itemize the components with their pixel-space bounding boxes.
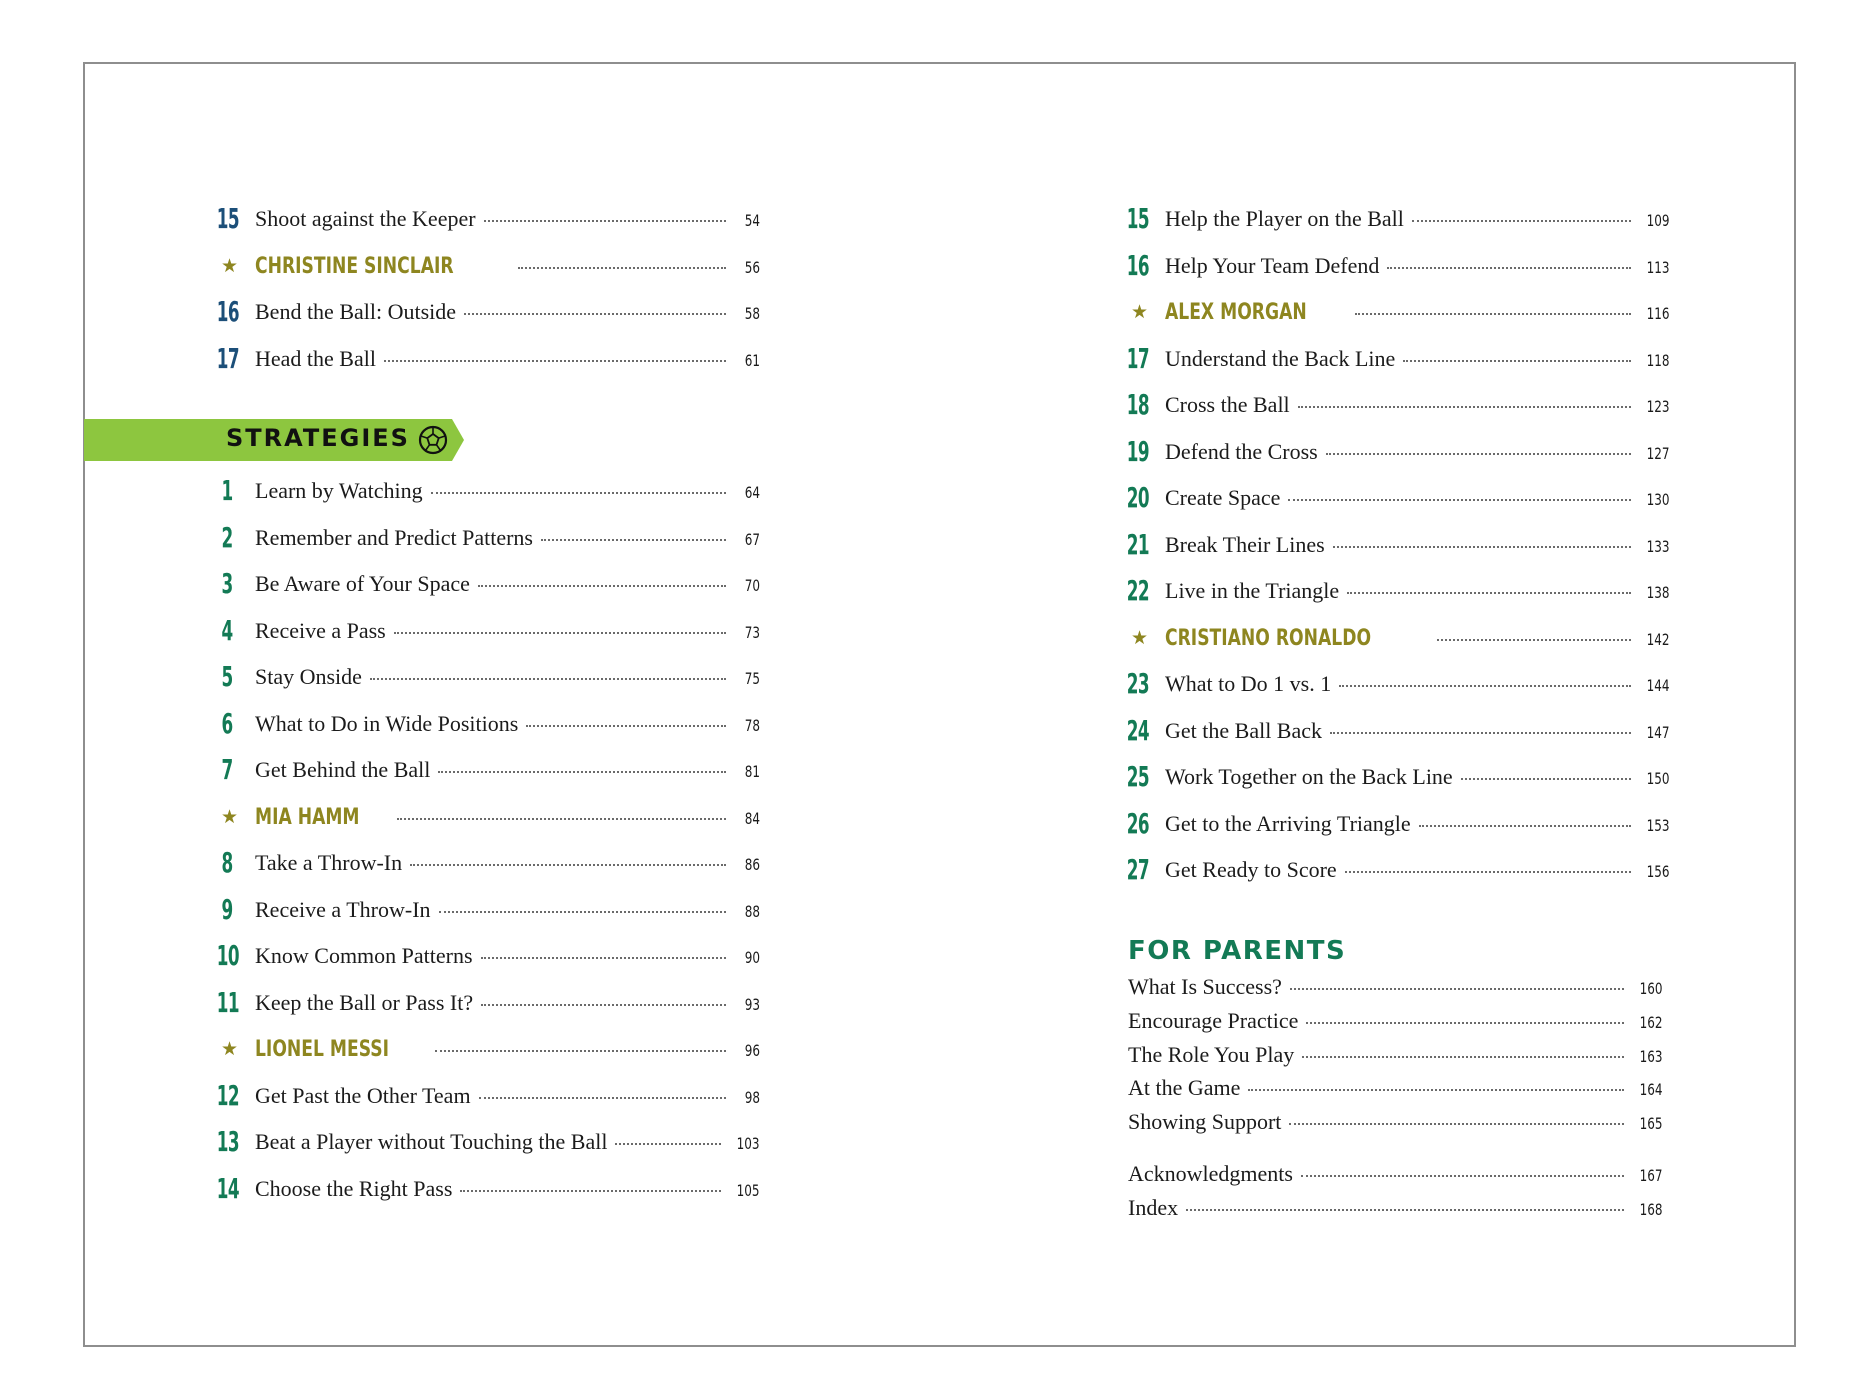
page-number: 109 [1647, 211, 1670, 231]
page-number: 58 [744, 304, 760, 324]
chapter-number: 24 [1126, 713, 1149, 747]
toc-right-chapters [1120, 196, 1670, 894]
toc-entry [210, 336, 760, 383]
chapter-number: 1 [221, 474, 233, 508]
chapter-number: 6 [221, 706, 233, 740]
toc-entry [1120, 661, 1670, 708]
entry-line [1165, 206, 1670, 232]
chapter-number: 22 [1126, 574, 1149, 608]
page-number: 116 [1647, 304, 1670, 324]
chapter-number: 13 [216, 1125, 239, 1159]
dot-leader [1289, 1123, 1624, 1125]
entry-line [1165, 392, 1670, 418]
chapter-title: Create Space [1165, 485, 1281, 511]
chapter-number: 12 [216, 1078, 239, 1112]
chapter-number: 27 [1126, 853, 1149, 887]
toc-entry [1128, 1042, 1663, 1076]
dot-leader [518, 267, 726, 269]
chapter-title: Bend the Ball: Outside [255, 299, 457, 325]
dot-leader [1355, 313, 1632, 315]
player-name-wrap [1165, 299, 1347, 325]
player-name-wrap [1165, 625, 1429, 651]
entry-line [1165, 811, 1670, 837]
page-number: 144 [1647, 676, 1670, 696]
page-number: 163 [1640, 1046, 1663, 1066]
page-number: 67 [744, 529, 760, 549]
chapter-title: Get Behind the Ball [255, 757, 431, 783]
entry-line [255, 943, 760, 969]
chapter-number: 25 [1126, 760, 1149, 794]
dot-leader [1326, 453, 1632, 455]
chapter-title: Live in the Triangle [1165, 578, 1340, 604]
entry-line [255, 571, 760, 597]
chapter-number: 4 [221, 613, 233, 647]
chapter-number: 23 [1126, 667, 1149, 701]
dot-leader [1333, 546, 1632, 548]
entry-line [1165, 485, 1670, 511]
section-title: STRATEGIES [226, 424, 410, 452]
chapter-title: Help Your Team Defend [1165, 252, 1380, 278]
page-number: 162 [1640, 1012, 1663, 1032]
entry-line [255, 1036, 760, 1062]
toc-entry [210, 887, 760, 934]
toc-entry-player [1120, 615, 1670, 662]
player-name-wrap [255, 804, 389, 830]
toc-entry-player [210, 1026, 760, 1073]
toc-left-strategies [210, 468, 760, 1212]
dot-leader [1186, 1209, 1624, 1211]
chapter-title: Receive a Pass [255, 617, 386, 643]
toc-entry [1120, 568, 1670, 615]
toc-entry [1128, 1075, 1663, 1109]
page-number: 168 [1640, 1199, 1663, 1219]
entry-line [255, 346, 760, 372]
toc-entry [210, 515, 760, 562]
toc-left-top [210, 196, 760, 382]
dot-leader [384, 360, 726, 362]
entry-line [1165, 532, 1670, 558]
chapter-title: Shoot against the Keeper [255, 206, 476, 232]
entry-title: Acknowledgments [1128, 1161, 1293, 1186]
toc-entry [1128, 1161, 1663, 1195]
dot-leader [439, 911, 726, 913]
player-name: MIA HAMM [255, 804, 360, 830]
dot-leader [1403, 360, 1631, 362]
entry-line [1165, 857, 1670, 883]
page-number: 103 [737, 1134, 760, 1154]
star-icon: ★ [221, 1038, 239, 1061]
toc-entry [1120, 243, 1670, 290]
page-number: 167 [1640, 1166, 1663, 1185]
toc-entry [210, 933, 760, 980]
chapter-title: What to Do in Wide Positions [255, 710, 519, 736]
page-number: 105 [737, 1180, 760, 1200]
dot-leader [1248, 1089, 1624, 1091]
toc-entry [1120, 429, 1670, 476]
chapter-title: Get Past the Other Team [255, 1082, 471, 1108]
toc-entry-player [210, 794, 760, 841]
page-number: 153 [1647, 815, 1670, 835]
toc-entry [1120, 754, 1670, 801]
page-number: 160 [1640, 979, 1663, 998]
chapter-number: 8 [221, 846, 233, 880]
chapter-title: Cross the Ball [1165, 392, 1290, 418]
dot-leader [481, 1004, 726, 1006]
entry-line [255, 206, 760, 232]
chapter-title: Get Ready to Score [1165, 857, 1337, 883]
dot-leader [394, 632, 726, 634]
chapter-number: 18 [1126, 388, 1149, 422]
entry-line [1165, 253, 1670, 279]
entry-line [1165, 764, 1670, 790]
toc-back-matter [1128, 1161, 1663, 1229]
chapter-number: 9 [221, 892, 233, 926]
toc-entry [1120, 196, 1670, 243]
toc-entry [1128, 1195, 1663, 1229]
page-number: 75 [744, 669, 760, 689]
page-number: 118 [1647, 350, 1670, 370]
entry-line [1165, 718, 1670, 744]
toc-entry [1120, 708, 1670, 755]
dot-leader [481, 957, 726, 959]
toc-entry [210, 701, 760, 748]
chapter-title: Choose the Right Pass [255, 1175, 453, 1201]
entry-line [255, 253, 760, 279]
toc-entry [210, 654, 760, 701]
entry-title: The Role You Play [1128, 1041, 1295, 1067]
page-number: 150 [1647, 769, 1670, 789]
dot-leader [479, 1097, 726, 1099]
page-number: 70 [744, 576, 760, 596]
page-number: 164 [1640, 1080, 1663, 1100]
page-number: 54 [744, 211, 760, 231]
chapter-title: Defend the Cross [1165, 438, 1318, 464]
player-name-wrap [255, 1036, 427, 1062]
dot-leader [410, 864, 726, 866]
page-number: 165 [1640, 1114, 1663, 1134]
toc-entry [1120, 475, 1670, 522]
toc-entry [1120, 847, 1670, 894]
chapter-title: Be Aware of Your Space [255, 571, 470, 597]
player-name: CHRISTINE SINCLAIR [255, 253, 454, 279]
chapter-title: Take a Throw-In [255, 850, 403, 876]
page-number: 56 [744, 257, 760, 277]
dot-leader [1306, 1022, 1624, 1024]
entry-line [255, 525, 760, 551]
chapter-title: Get to the Arriving Triangle [1165, 810, 1411, 836]
entry-line [1165, 299, 1670, 325]
toc-entry-player [1120, 289, 1670, 336]
entry-line [255, 299, 760, 325]
chapter-title: Stay Onside [255, 664, 362, 690]
dot-leader [615, 1143, 721, 1145]
dot-leader [1301, 1175, 1624, 1177]
page-number: 142 [1647, 629, 1670, 649]
toc-entry [210, 608, 760, 655]
chapter-title: Help the Player on the Ball [1165, 206, 1404, 232]
entry-line [1165, 625, 1670, 651]
toc-entry [1128, 1008, 1663, 1042]
chapter-number: 2 [221, 520, 233, 554]
chapter-number: 10 [216, 939, 239, 973]
chapter-title: Break Their Lines [1165, 531, 1325, 557]
toc-entry [210, 1073, 760, 1120]
soccer-ball-icon [418, 425, 448, 455]
entry-line [255, 1083, 760, 1109]
page-number: 88 [744, 901, 760, 921]
chapter-number: 3 [221, 567, 233, 601]
dot-leader [1345, 871, 1632, 873]
star-icon: ★ [221, 805, 239, 828]
toc-entry [210, 1166, 760, 1213]
entry-title: Index [1128, 1194, 1179, 1220]
dot-leader [1387, 267, 1631, 269]
page-number: 113 [1647, 257, 1670, 277]
chapter-number: 17 [216, 341, 239, 375]
entry-line [255, 757, 760, 783]
entry-title: Encourage Practice [1128, 1007, 1299, 1033]
entry-line [255, 711, 760, 737]
player-name: LIONEL MESSI [255, 1037, 390, 1063]
dot-leader [1461, 778, 1632, 780]
page-number: 130 [1647, 490, 1670, 510]
chapter-title: Understand the Back Line [1165, 345, 1396, 371]
player-name: ALEX MORGAN [1165, 300, 1307, 326]
dot-leader [1290, 988, 1625, 990]
page-number: 147 [1647, 722, 1670, 742]
chapter-title: What to Do 1 vs. 1 [1165, 671, 1332, 697]
dot-leader [431, 492, 726, 494]
chapter-title: Learn by Watching [255, 478, 423, 504]
chapter-number: 15 [216, 202, 239, 236]
dot-leader [541, 539, 726, 541]
chapter-title: Remember and Predict Patterns [255, 524, 533, 550]
section-banner-strategies [84, 419, 464, 461]
page-number: 138 [1647, 583, 1670, 603]
star-icon: ★ [1131, 626, 1149, 649]
page-number: 98 [744, 1087, 760, 1107]
toc-entry [210, 840, 760, 887]
chapter-title: Keep the Ball or Pass It? [255, 989, 474, 1015]
entry-line [1165, 346, 1670, 372]
entry-line [255, 1176, 760, 1202]
entry-line [255, 897, 760, 923]
dot-leader [1412, 220, 1632, 222]
entry-title: Showing Support [1128, 1109, 1282, 1135]
dot-leader [397, 818, 726, 820]
toc-entry [1120, 336, 1670, 383]
chapter-number: 7 [221, 753, 233, 787]
toc-entry [210, 468, 760, 515]
player-name: CRISTIANO RONALDO [1165, 625, 1372, 651]
toc-entry-player [210, 243, 760, 290]
toc-entry [210, 289, 760, 336]
toc-entry [210, 196, 760, 243]
page-number: 81 [744, 762, 760, 782]
chapter-title: Beat a Player without Touching the Ball [255, 1129, 608, 1155]
page-number: 78 [744, 715, 760, 735]
chapter-title: Get the Ball Back [1165, 717, 1323, 743]
toc-entry [1120, 522, 1670, 569]
entry-line [1165, 578, 1670, 604]
entry-line [255, 1129, 760, 1155]
toc-entry [210, 747, 760, 794]
chapter-number: 11 [216, 985, 239, 1019]
entry-line [255, 850, 760, 876]
chapter-title: Know Common Patterns [255, 943, 473, 969]
page-number: 123 [1647, 397, 1670, 417]
section-title-parents: FOR PARENTS [1128, 936, 1347, 966]
page-number: 73 [744, 622, 760, 642]
toc-entry [1128, 1109, 1663, 1143]
dot-leader [460, 1190, 721, 1192]
chapter-number: 26 [1126, 806, 1149, 840]
toc-entry [1128, 974, 1663, 1008]
star-icon: ★ [1131, 301, 1149, 324]
toc-entry [210, 1119, 760, 1166]
entry-line [1165, 439, 1670, 465]
entry-title: What Is Success? [1128, 974, 1282, 999]
dot-leader [1302, 1056, 1624, 1058]
dot-leader [370, 678, 726, 680]
chapter-number: 16 [216, 295, 239, 329]
toc-entry [1120, 801, 1670, 848]
chapter-number: 15 [1126, 202, 1149, 236]
toc-entry [210, 561, 760, 608]
page-number: 61 [744, 350, 760, 370]
entry-line [255, 664, 760, 690]
chapter-number: 19 [1126, 434, 1149, 468]
star-icon: ★ [221, 254, 239, 277]
chapter-number: 21 [1126, 527, 1149, 561]
chapter-number: 5 [221, 660, 233, 694]
dot-leader [464, 313, 726, 315]
page-number: 64 [744, 483, 760, 503]
chapter-number: 17 [1126, 341, 1149, 375]
dot-leader [435, 1050, 726, 1052]
dot-leader [478, 585, 726, 587]
entry-line [255, 478, 760, 504]
dot-leader [1419, 825, 1632, 827]
page-number: 93 [744, 994, 760, 1014]
chapter-title: Head the Ball [255, 345, 376, 371]
page-number: 127 [1647, 443, 1670, 463]
dot-leader [484, 220, 726, 222]
entry-line [255, 618, 760, 644]
chapter-title: Receive a Throw-In [255, 896, 431, 922]
player-name-wrap [255, 253, 510, 279]
dot-leader [526, 725, 726, 727]
toc-entry [210, 980, 760, 1027]
chapter-title: Work Together on the Back Line [1165, 764, 1453, 790]
dot-leader [1437, 639, 1631, 641]
entry-line [255, 990, 760, 1016]
chapter-number: 16 [1126, 248, 1149, 282]
entry-line [1165, 671, 1670, 697]
entry-title: At the Game [1128, 1075, 1241, 1101]
page-number: 96 [744, 1041, 760, 1061]
dot-leader [438, 771, 726, 773]
page-number: 156 [1647, 862, 1670, 882]
page-number: 86 [744, 855, 760, 875]
chapter-number: 20 [1126, 481, 1149, 515]
entry-line [255, 804, 760, 830]
dot-leader [1339, 685, 1631, 687]
page-number: 90 [744, 948, 760, 968]
dot-leader [1298, 406, 1632, 408]
dot-leader [1288, 499, 1631, 501]
toc-parents-list [1128, 974, 1663, 1143]
chapter-number: 14 [216, 1171, 239, 1205]
page-number: 84 [744, 808, 760, 828]
page-number: 133 [1647, 536, 1670, 556]
toc-entry [1120, 382, 1670, 429]
dot-leader [1330, 732, 1631, 734]
dot-leader [1347, 592, 1631, 594]
